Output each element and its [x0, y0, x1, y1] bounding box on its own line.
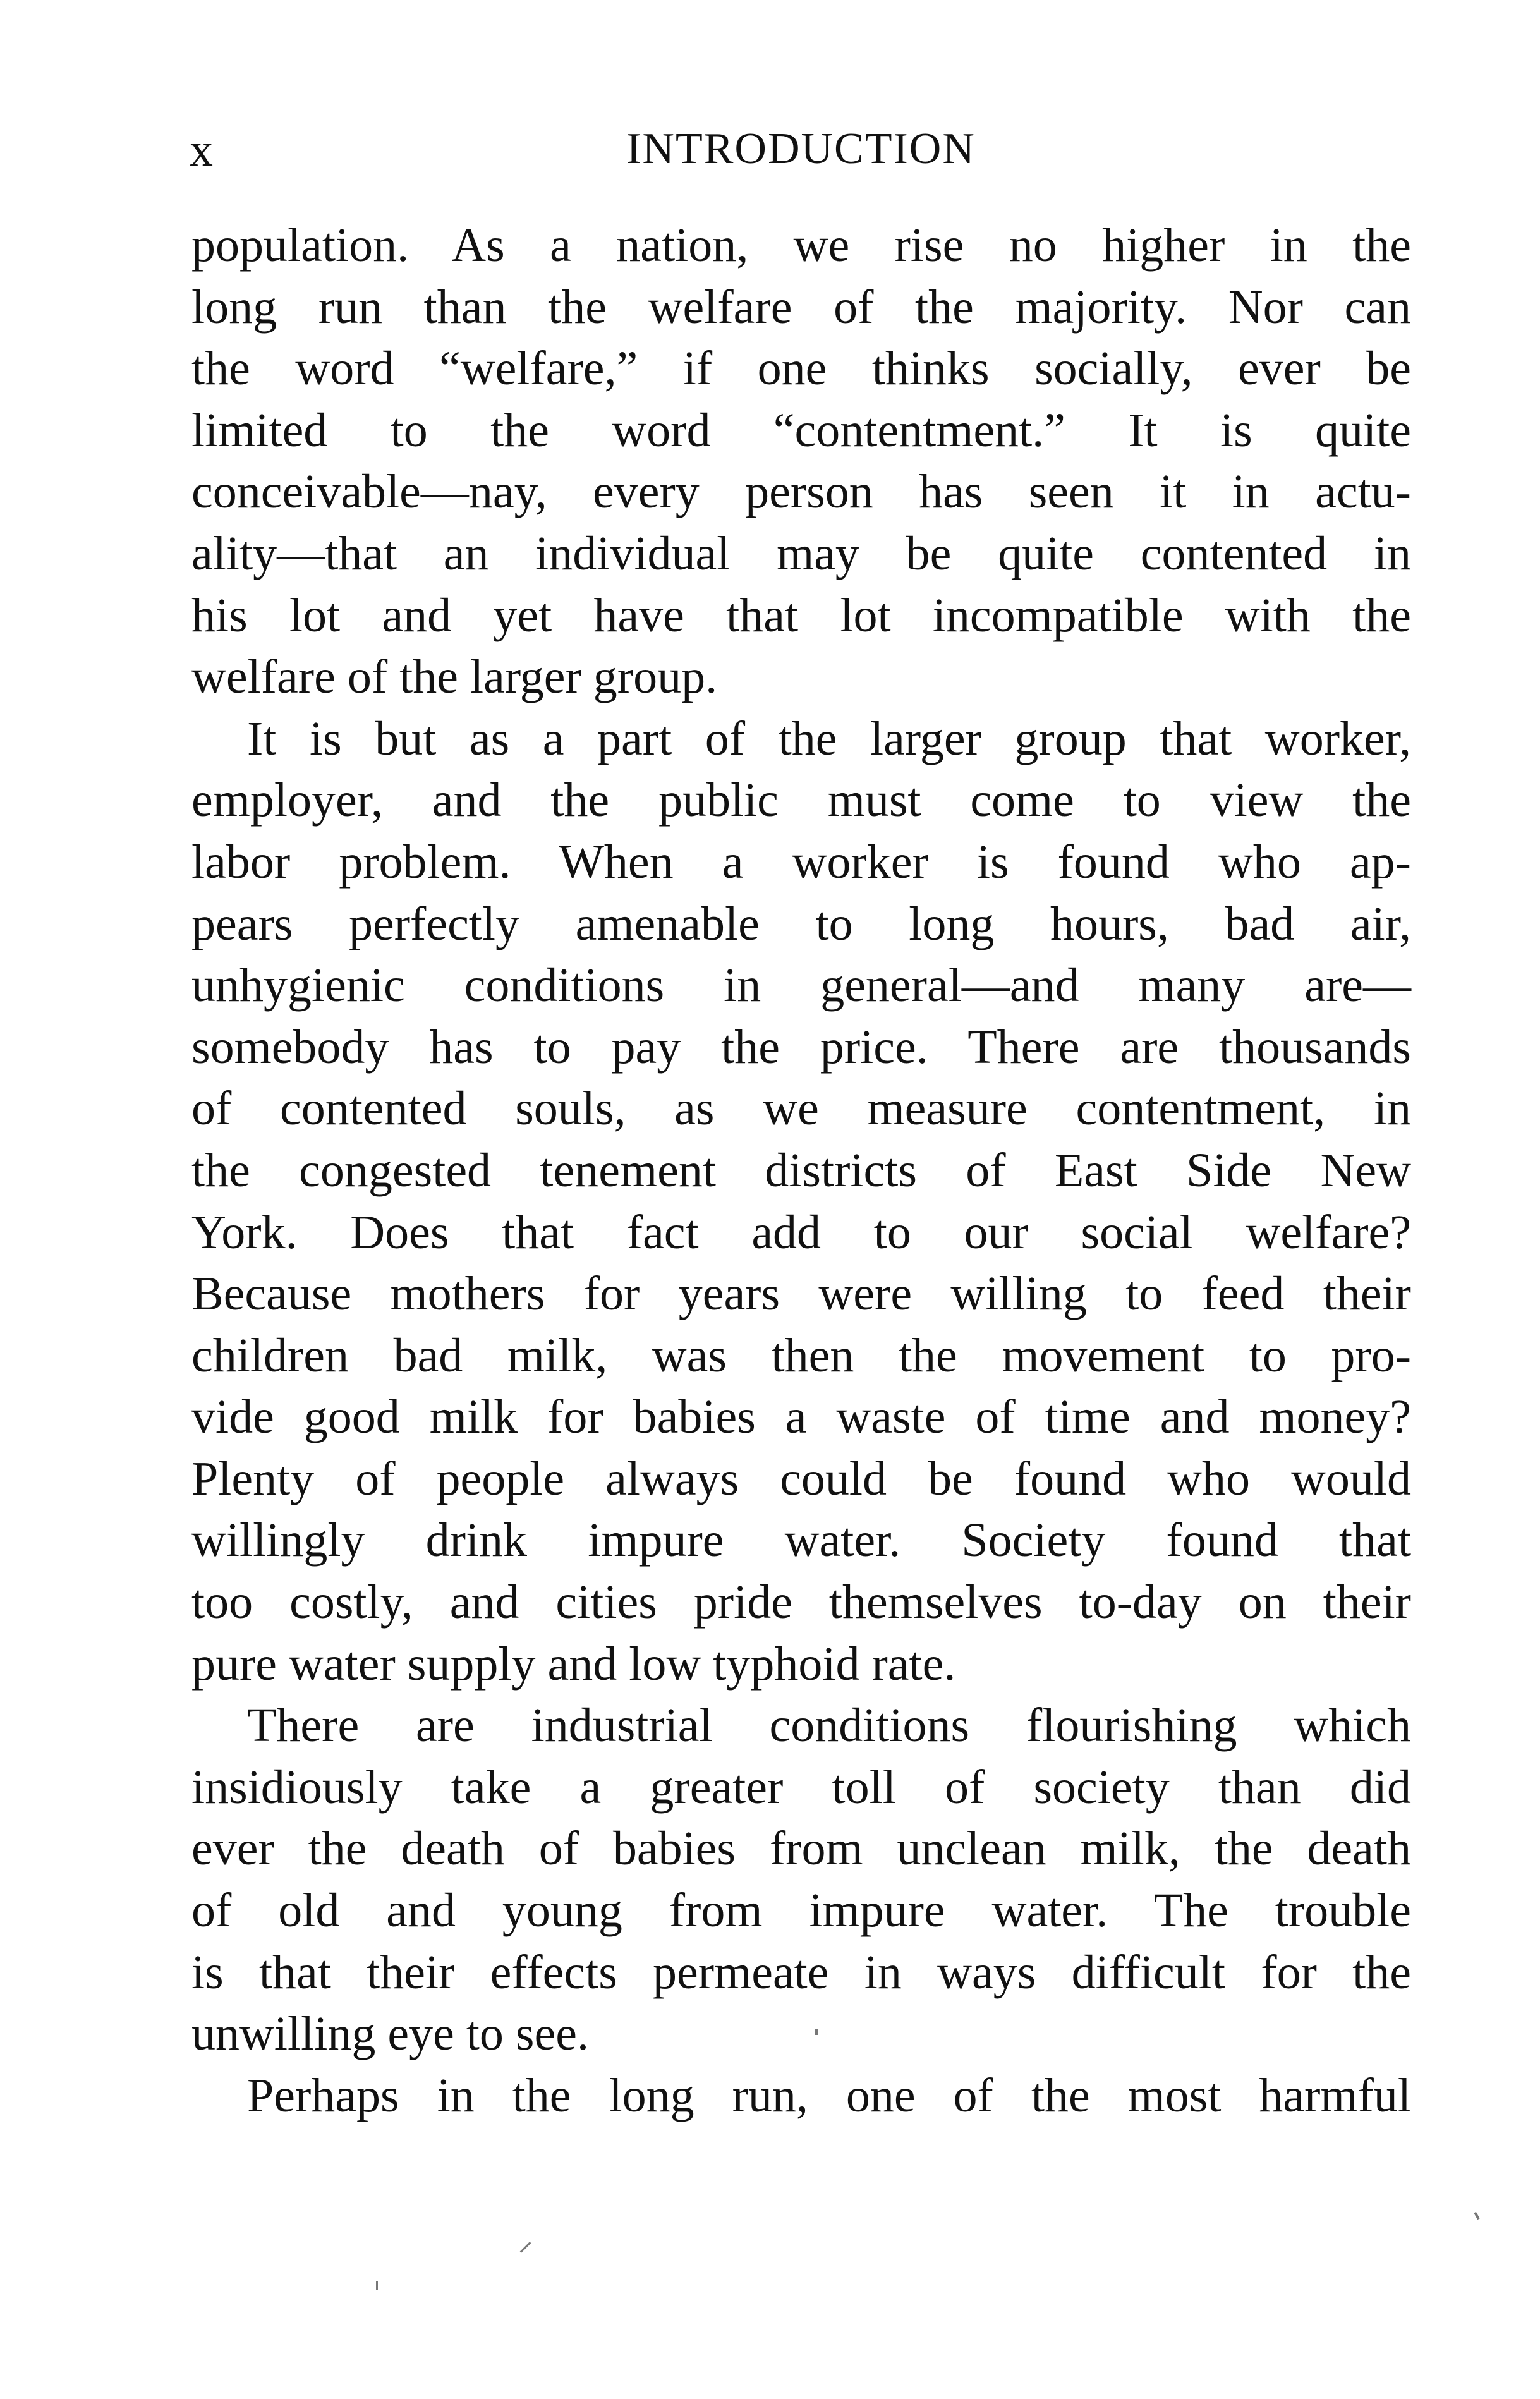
text-line: conceivable—nay, every person has seen it in actu-: [191, 465, 1411, 519]
text-line: unhygienic conditions in general—and many are—: [191, 959, 1411, 1012]
text-line: employer, and the public must come to view the: [191, 774, 1411, 827]
text-line: insidiously take a greater toll of society than did: [191, 1760, 1411, 1814]
paragraph: [191, 1695, 1411, 2065]
scan-speck: [376, 2281, 378, 2290]
text-line: of contented souls, as we measure contentment, in: [191, 1082, 1411, 1136]
text-line: the word “welfare,” if one thinks socially, ever be: [191, 342, 1411, 396]
text-line: the congested tenement districts of East Side New: [191, 1143, 1411, 1197]
scan-speck: [1474, 2212, 1479, 2220]
text-line: ality—that an individual may be quite contented in: [191, 526, 1411, 580]
text-line: labor problem. When a worker is found who ap-: [191, 835, 1411, 889]
text-line: children bad milk, was then the movement to pro-: [191, 1328, 1411, 1382]
text-line: pears perfectly amenable to long hours, bad air,: [191, 897, 1411, 950]
text-line: There are industrial conditions flourishing which: [247, 1699, 1411, 1752]
paragraph: [191, 215, 1411, 708]
text-line: unwilling eye to see.: [191, 2007, 589, 2061]
paragraph: [191, 2065, 1411, 2127]
text-line: ever the death of babies from unclean milk, the death: [191, 1822, 1411, 1876]
text-line: is that their effects permeate in ways difficult for the: [191, 1945, 1411, 1999]
text-line: Plenty of people always could be found who would: [191, 1452, 1411, 1505]
text-line: somebody has to pay the price. There are thousands: [191, 1020, 1411, 1074]
text-line: pure water supply and low typhoid rate.: [191, 1637, 956, 1691]
page-header: [190, 124, 1412, 187]
running-title: INTRODUCTION: [626, 125, 976, 173]
text-line: vide good milk for babies a waste of time and money?: [191, 1390, 1411, 1444]
body-text: [191, 215, 1411, 2127]
text-line: of old and young from impure water. The trouble: [191, 1884, 1411, 1938]
scan-speck: [520, 2242, 531, 2253]
text-line: Perhaps in the long run, one of the most harmful: [247, 2068, 1411, 2122]
scan-speck: [815, 2029, 818, 2035]
page-number: x: [190, 125, 213, 176]
text-line: population. As a nation, we rise no higher in the: [191, 219, 1411, 272]
text-line: welfare of the larger group.: [191, 650, 718, 704]
text-line: willingly drink impure water. Society found that: [191, 1514, 1411, 1567]
text-line: limited to the word “contentment.” It is quite: [191, 403, 1411, 457]
text-line: It is but as a part of the larger group that worker,: [247, 712, 1411, 765]
text-line: Because mothers for years were willing to feed their: [191, 1267, 1411, 1321]
paragraph: [191, 708, 1411, 1696]
text-line: his lot and yet have that lot incompatible with the: [191, 588, 1411, 642]
text-line: too costly, and cities pride themselves to-day on their: [191, 1576, 1411, 1629]
text-line: long run than the welfare of the majority. Nor can: [191, 280, 1411, 334]
text-line: York. Does that fact add to our social welfare?: [191, 1205, 1411, 1259]
